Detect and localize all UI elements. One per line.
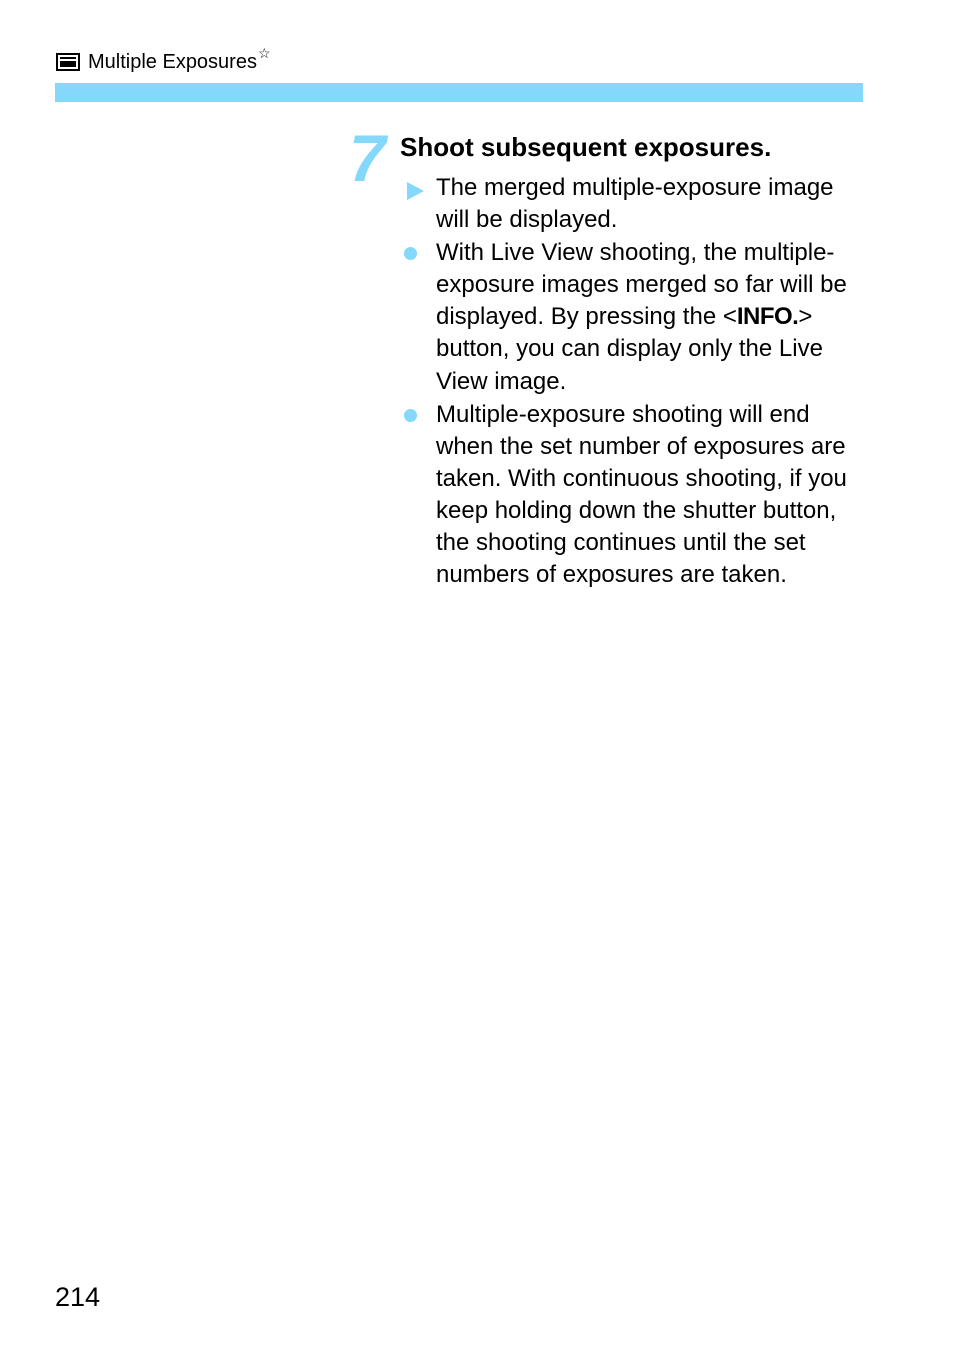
multiple-exposure-icon xyxy=(56,52,80,72)
result-arrow-icon xyxy=(405,178,425,198)
page-number: 214 xyxy=(55,1282,101,1312)
header-bar xyxy=(55,83,863,102)
list-item xyxy=(400,237,865,397)
section-title: Multiple Exposures xyxy=(88,50,257,73)
bullet-icon xyxy=(404,409,417,422)
step-items xyxy=(400,172,865,592)
list-item xyxy=(400,172,865,236)
step-number: 7 xyxy=(349,121,386,195)
item-text-before: With Live View shooting, the multiple-exposure images merged so far will be displayed. By pressing the < xyxy=(436,239,847,331)
step-title: Shoot subsequent exposures. xyxy=(400,132,772,162)
item-text-after: > button, you can display only the Live View image. xyxy=(436,303,823,395)
bullet-icon xyxy=(404,247,417,260)
star-icon: ☆ xyxy=(257,44,271,61)
item-text: Multiple-exposure shooting will end when the set number of exposures are taken. With continuous shooting, if you keep holding down the shutter button, the shooting continues until the set numbers of exposures are taken. xyxy=(436,400,847,589)
section-header xyxy=(56,44,271,76)
info-button-label: INFO. xyxy=(736,303,799,331)
list-item xyxy=(400,399,865,592)
item-text: The merged multiple-exposure image will be displayed. xyxy=(436,174,834,234)
